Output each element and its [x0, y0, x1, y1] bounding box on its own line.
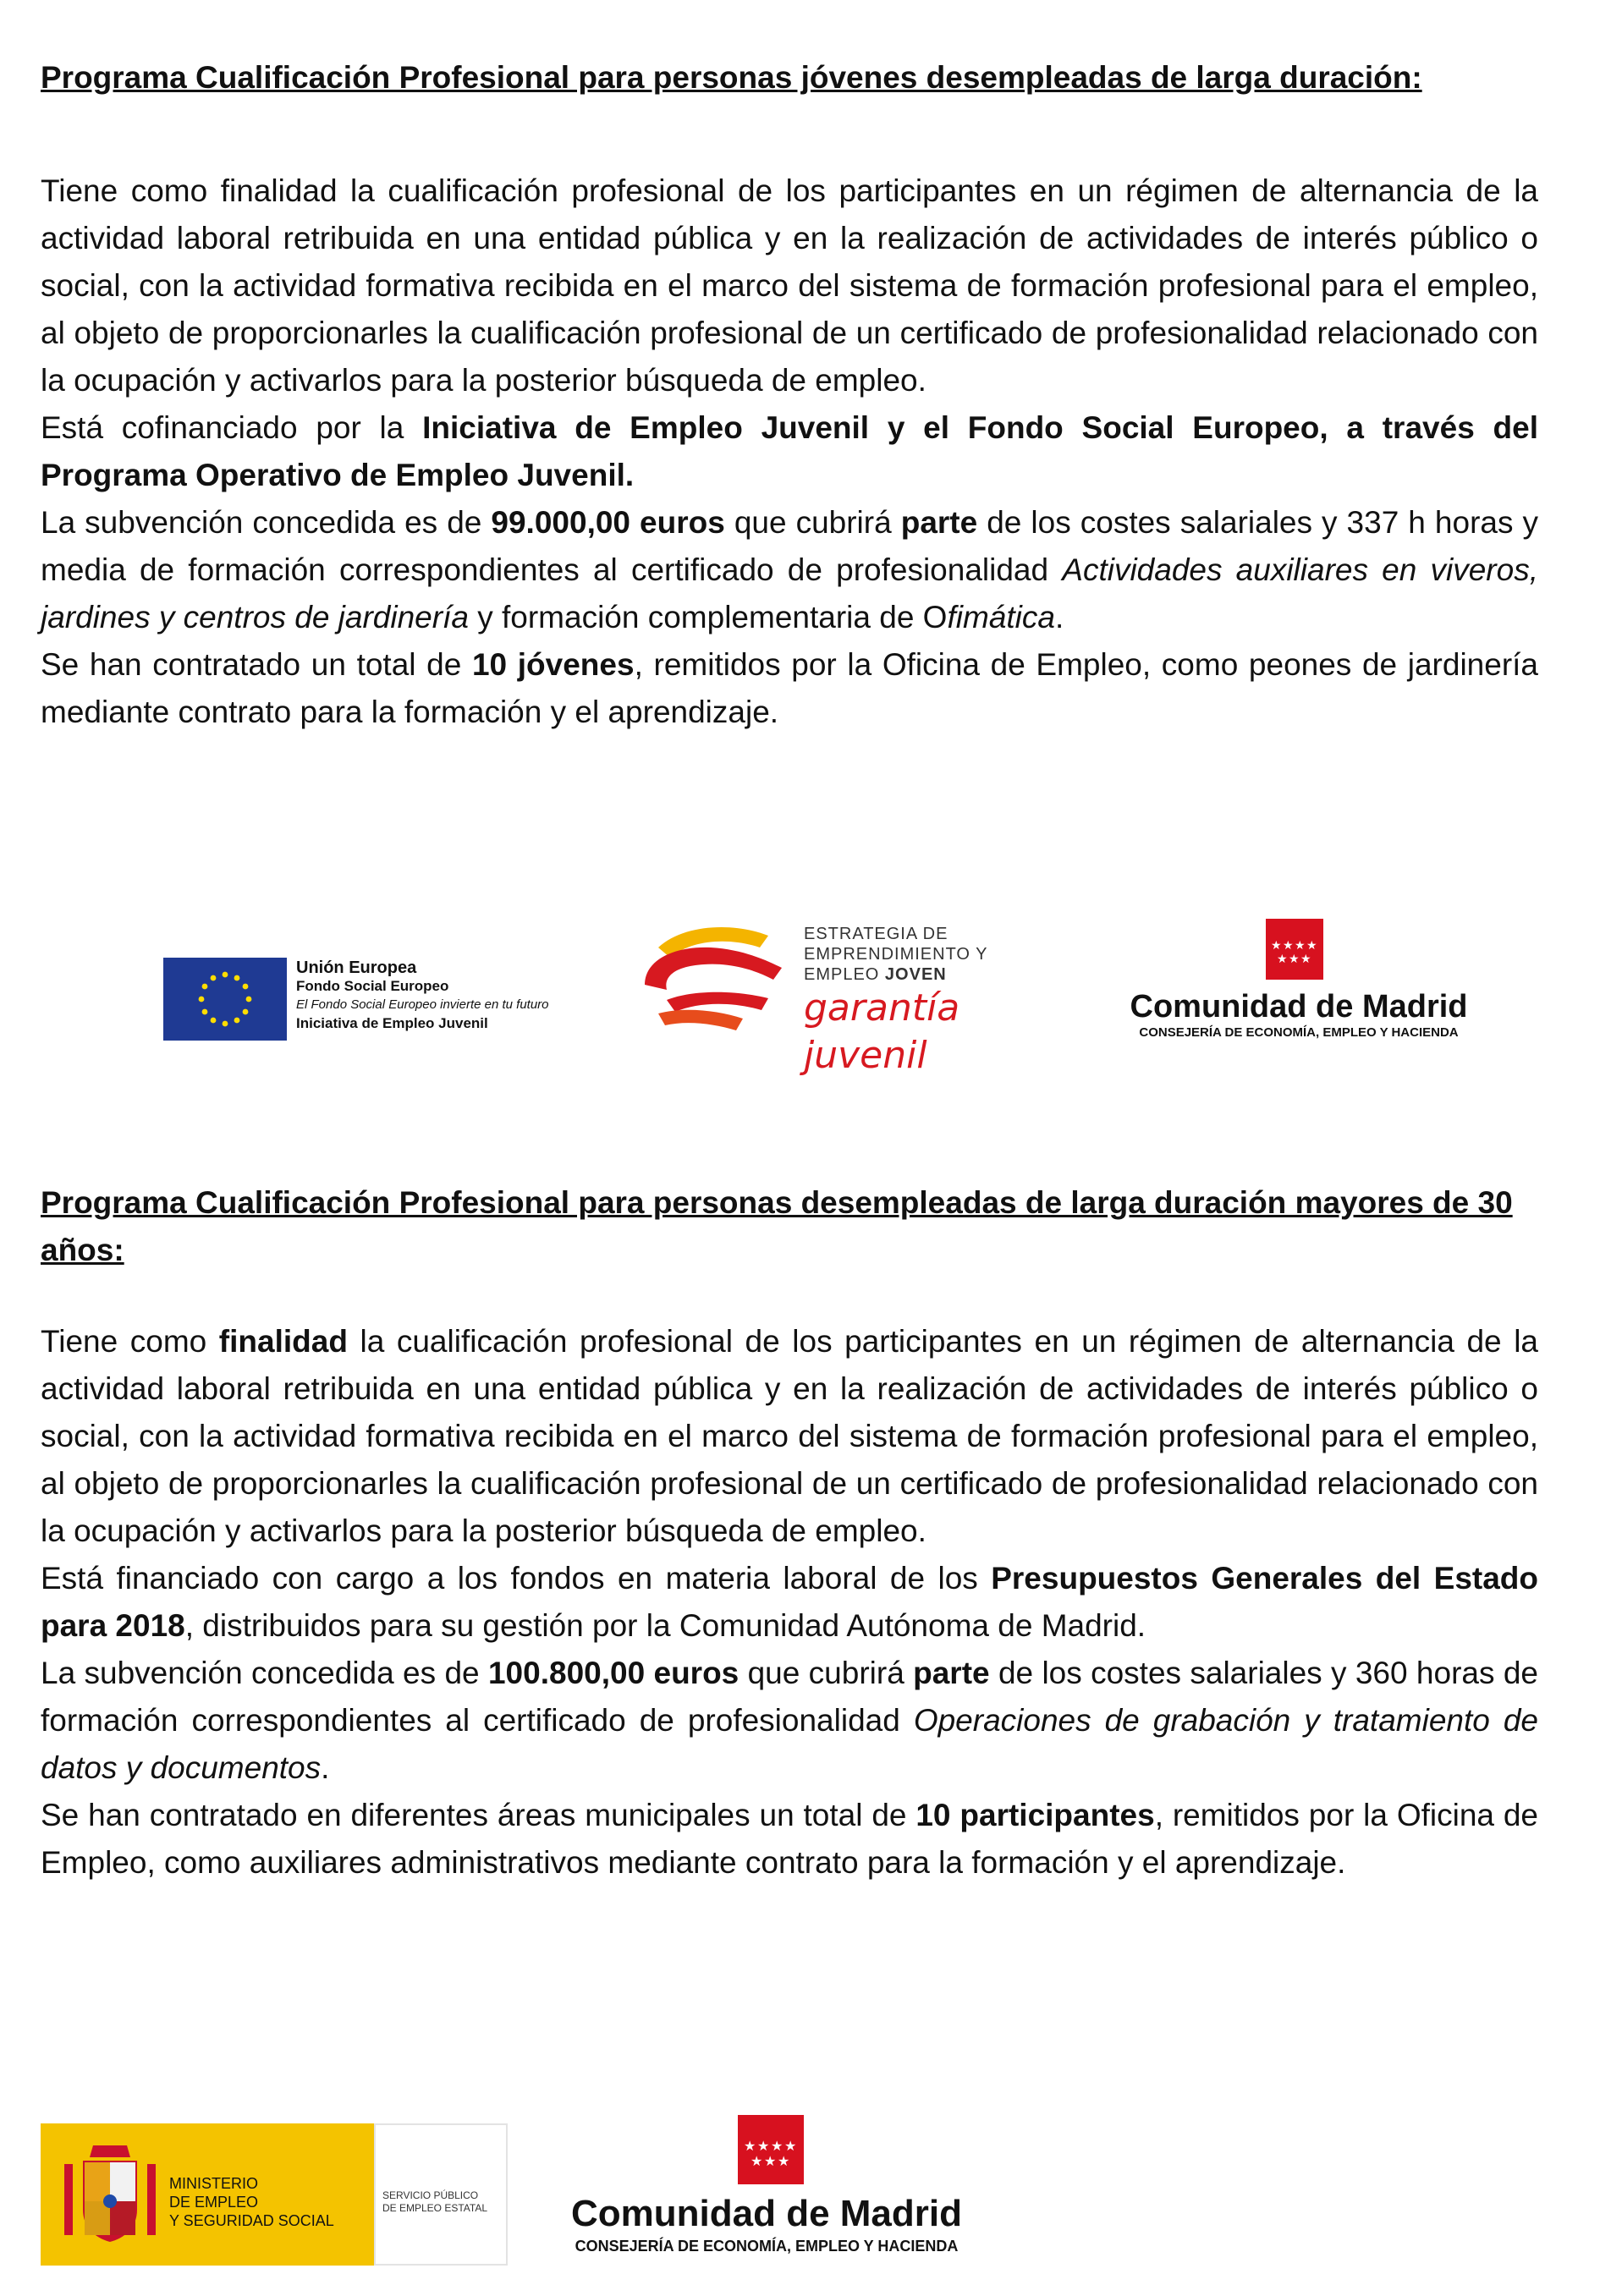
svg-text:★: ★	[778, 2153, 790, 2169]
svg-text:★: ★	[751, 2153, 763, 2169]
eu-flag-icon	[163, 958, 287, 1041]
section1-paragraph-hiring: Se han contratado un total de 10 jóvenes, remitidos por la Oficina de Empleo, como peones de jardinería mediante contrato para la formación y el aprendizaje.	[41, 647, 1539, 729]
svg-text:★: ★	[1306, 939, 1317, 953]
madrid-flag-icon	[1266, 919, 1323, 980]
sepe-line1: SERVICIO PÚBLICO	[382, 2189, 479, 2201]
section2-paragraph-hiring: Se han contratado en diferentes áreas municipales un total de 10 participantes, remitidos por la Oficina de Empleo, como auxiliares administrativos mediante contrato para la formación y el aprendizaje.	[41, 1798, 1539, 1880]
ministry-line1: MINISTERIO	[169, 2175, 259, 2192]
gj-line2: EMPRENDIMIENTO Y	[804, 945, 988, 964]
svg-text:★: ★	[1295, 939, 1306, 953]
garantia-juvenil-text	[804, 924, 1058, 1079]
spain-coat-of-arms-icon	[59, 2139, 161, 2250]
svg-text:★: ★	[1289, 953, 1300, 966]
gj-signature: garantía juvenil	[804, 986, 960, 1077]
section2-paragraph-purpose: Tiene como finalidad la cualificación profesional de los participantes en un régimen de alternancia de la actividad laboral retribuida en una entidad pública y en la realización de actividades de interés público o social, con la actividad formativa recibida en el marco del sistema de formación profesional para el empleo, al objeto de proporcionarles la cualificación profesional de un certificado de profesionalidad relacionado con la ocupación y activarlos para la posterior búsqueda de empleo.	[41, 1324, 1538, 1548]
madrid-logo-name: Comunidad de Madrid	[571, 2193, 962, 2234]
svg-text:★: ★	[764, 2153, 777, 2169]
garantia-juvenil-icon	[633, 919, 794, 1037]
gj-line1: ESTRATEGIA DE	[804, 925, 948, 943]
svg-text:★: ★	[784, 2138, 797, 2154]
ministry-line2: DE EMPLEO	[169, 2194, 259, 2211]
section2-paragraph-funding: Está financiado con cargo a los fondos en materia laboral de los Presupuestos Generales del Estado para 2018, distribuidos para su gestión por la Comunidad Autónoma de Madrid.	[41, 1561, 1539, 1643]
gj-line3: EMPLEO JOVEN	[804, 965, 947, 984]
svg-text:★: ★	[1271, 939, 1282, 953]
ministry-logo-text	[169, 2174, 372, 2230]
eu-logo-text	[296, 958, 584, 1033]
svg-text:★: ★	[771, 2138, 784, 2154]
section2-paragraph-subsidy: La subvención concedida es de 100.800,00 euros que cubrirá parte de los costes salariales y 360 horas de formación correspondientes al certificado de profesionalidad Operaciones de grabación y tratamiento de datos y documentos.	[41, 1656, 1538, 1785]
section1-body	[41, 168, 1538, 736]
section1-title: Programa Cualificación Profesional para personas jóvenes desempleadas de larga duración:	[41, 60, 1422, 95]
madrid-logo-department: CONSEJERÍA DE ECONOMÍA, EMPLEO Y HACIENDA	[1139, 1025, 1459, 1040]
sepe-line2: DE EMPLEO ESTATAL	[382, 2202, 488, 2214]
sepe-logo-text	[382, 2189, 501, 2215]
section1-paragraph-funding: Está cofinanciado por la Iniciativa de Empleo Juvenil y el Fondo Social Europeo, a través del Programa Operativo de Empleo Juvenil.	[41, 410, 1538, 492]
svg-text:★: ★	[757, 2138, 770, 2154]
eu-logo-line2: Fondo Social Europeo	[296, 978, 449, 994]
madrid-logo-department: CONSEJERÍA DE ECONOMÍA, EMPLEO Y HACIENDA	[575, 2238, 959, 2255]
ministry-line3: Y SEGURIDAD SOCIAL	[169, 2212, 334, 2229]
section2-title: Programa Cualificación Profesional para personas desempleadas de larga duración mayores de 30 años:	[41, 1185, 1513, 1267]
svg-text:★: ★	[1283, 939, 1294, 953]
svg-text:★: ★	[1277, 953, 1288, 966]
eu-logo-line4: Iniciativa de Empleo Juvenil	[296, 1015, 488, 1031]
section1-paragraph-subsidy: La subvención concedida es de 99.000,00 euros que cubrirá parte de los costes salariales y 337 h horas y media de formación correspondientes al certificado de profesionalidad Actividades auxiliares en viveros, jardines y centros de jardinería y formación complementaria de Ofimática.	[41, 505, 1538, 634]
svg-text:★: ★	[1300, 953, 1311, 966]
section2-body	[41, 1318, 1538, 1887]
svg-text:★: ★	[744, 2138, 756, 2154]
madrid-logo-name: Comunidad de Madrid	[1130, 989, 1468, 1024]
eu-logo-line1: Unión Europea	[296, 958, 417, 977]
madrid-flag-icon	[738, 2115, 804, 2184]
section1-paragraph-purpose: Tiene como finalidad la cualificación profesional de los participantes en un régimen de alternancia de la actividad laboral retribuida en una entidad pública y en la realización de actividades de interés público o social, con la actividad formativa recibida en el marco del sistema de formación profesional para el empleo, al objeto de proporcionarles la cualificación profesional de un certificado de profesionalidad relacionado con la ocupación y activarlos para la posterior búsqueda de empleo.	[41, 173, 1538, 398]
eu-logo-line3: El Fondo Social Europeo invierte en tu futuro	[296, 997, 549, 1012]
